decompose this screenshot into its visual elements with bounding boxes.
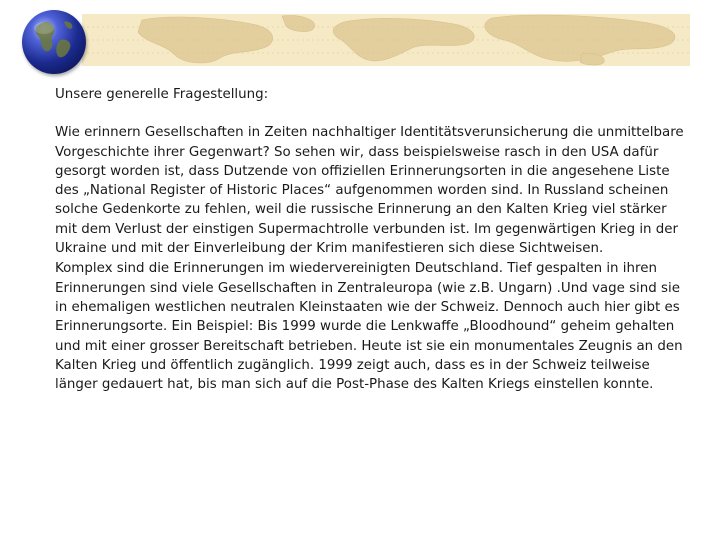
world-map-banner <box>82 14 690 66</box>
globe-icon <box>22 10 86 74</box>
slide-heading: Unsere generelle Fragestellung: <box>55 87 269 102</box>
slide-body <box>55 85 690 394</box>
globe-landmass <box>22 10 86 74</box>
paragraph-identity-memory: Wie erinnern Gesellschaften in Zeiten nachhaltiger Identitätsverunsicherung die unmittelbare Vorgeschichte ihrer Gegenwart? So sehen wir, dass beispielsweise rasch in den USA dafür gesorgt worden ist, dass Dutzende von offiziellen Erinnerungsorten in die angesehene Liste des „National Register of Historic Places“ aufgenommen worden sind. In Russland scheinen solche Gedenkorte zu fehlen, weil die russische Erinnerung an den Kalten Krieg viel stärker mit dem Verlust der einstigen Supermachtrolle verbunden ist. Im gegenwärtigen Krieg in der Ukraine und mit der Einverleibung der Krim manifestieren sich diese Sichtweisen. <box>55 125 684 257</box>
world-map-graphic <box>82 14 690 66</box>
paragraph-germany-switzerland: Komplex sind die Erinnerungen im wiedervereinigten Deutschland. Tief gespalten in ihren Erinnerungen sind viele Gesellschaften in Zentraleuropa (wie z.B. Ungarn) .Und vage sind sie in ehemaligen westlichen neutralen Kleinstaaten wie der Schweiz. Dennoch auch hier gibt es Erinnerungsorte. Ein Beispiel: Bis 1999 wurde die Lenkwaffe „Bloodhound“ geheim gehalten und mit einer grosser Bereitschaft betrieben. Heute ist sie ein monumentales Zeugnis an den Kalten Krieg und öffentlich zugänglich. 1999 zeigt auch, dass es in der Schweiz teilweise länger gedauert hat, bis man sich auf die Post-Phase des Kalten Kriegs einstellen konnte. <box>55 261 683 393</box>
